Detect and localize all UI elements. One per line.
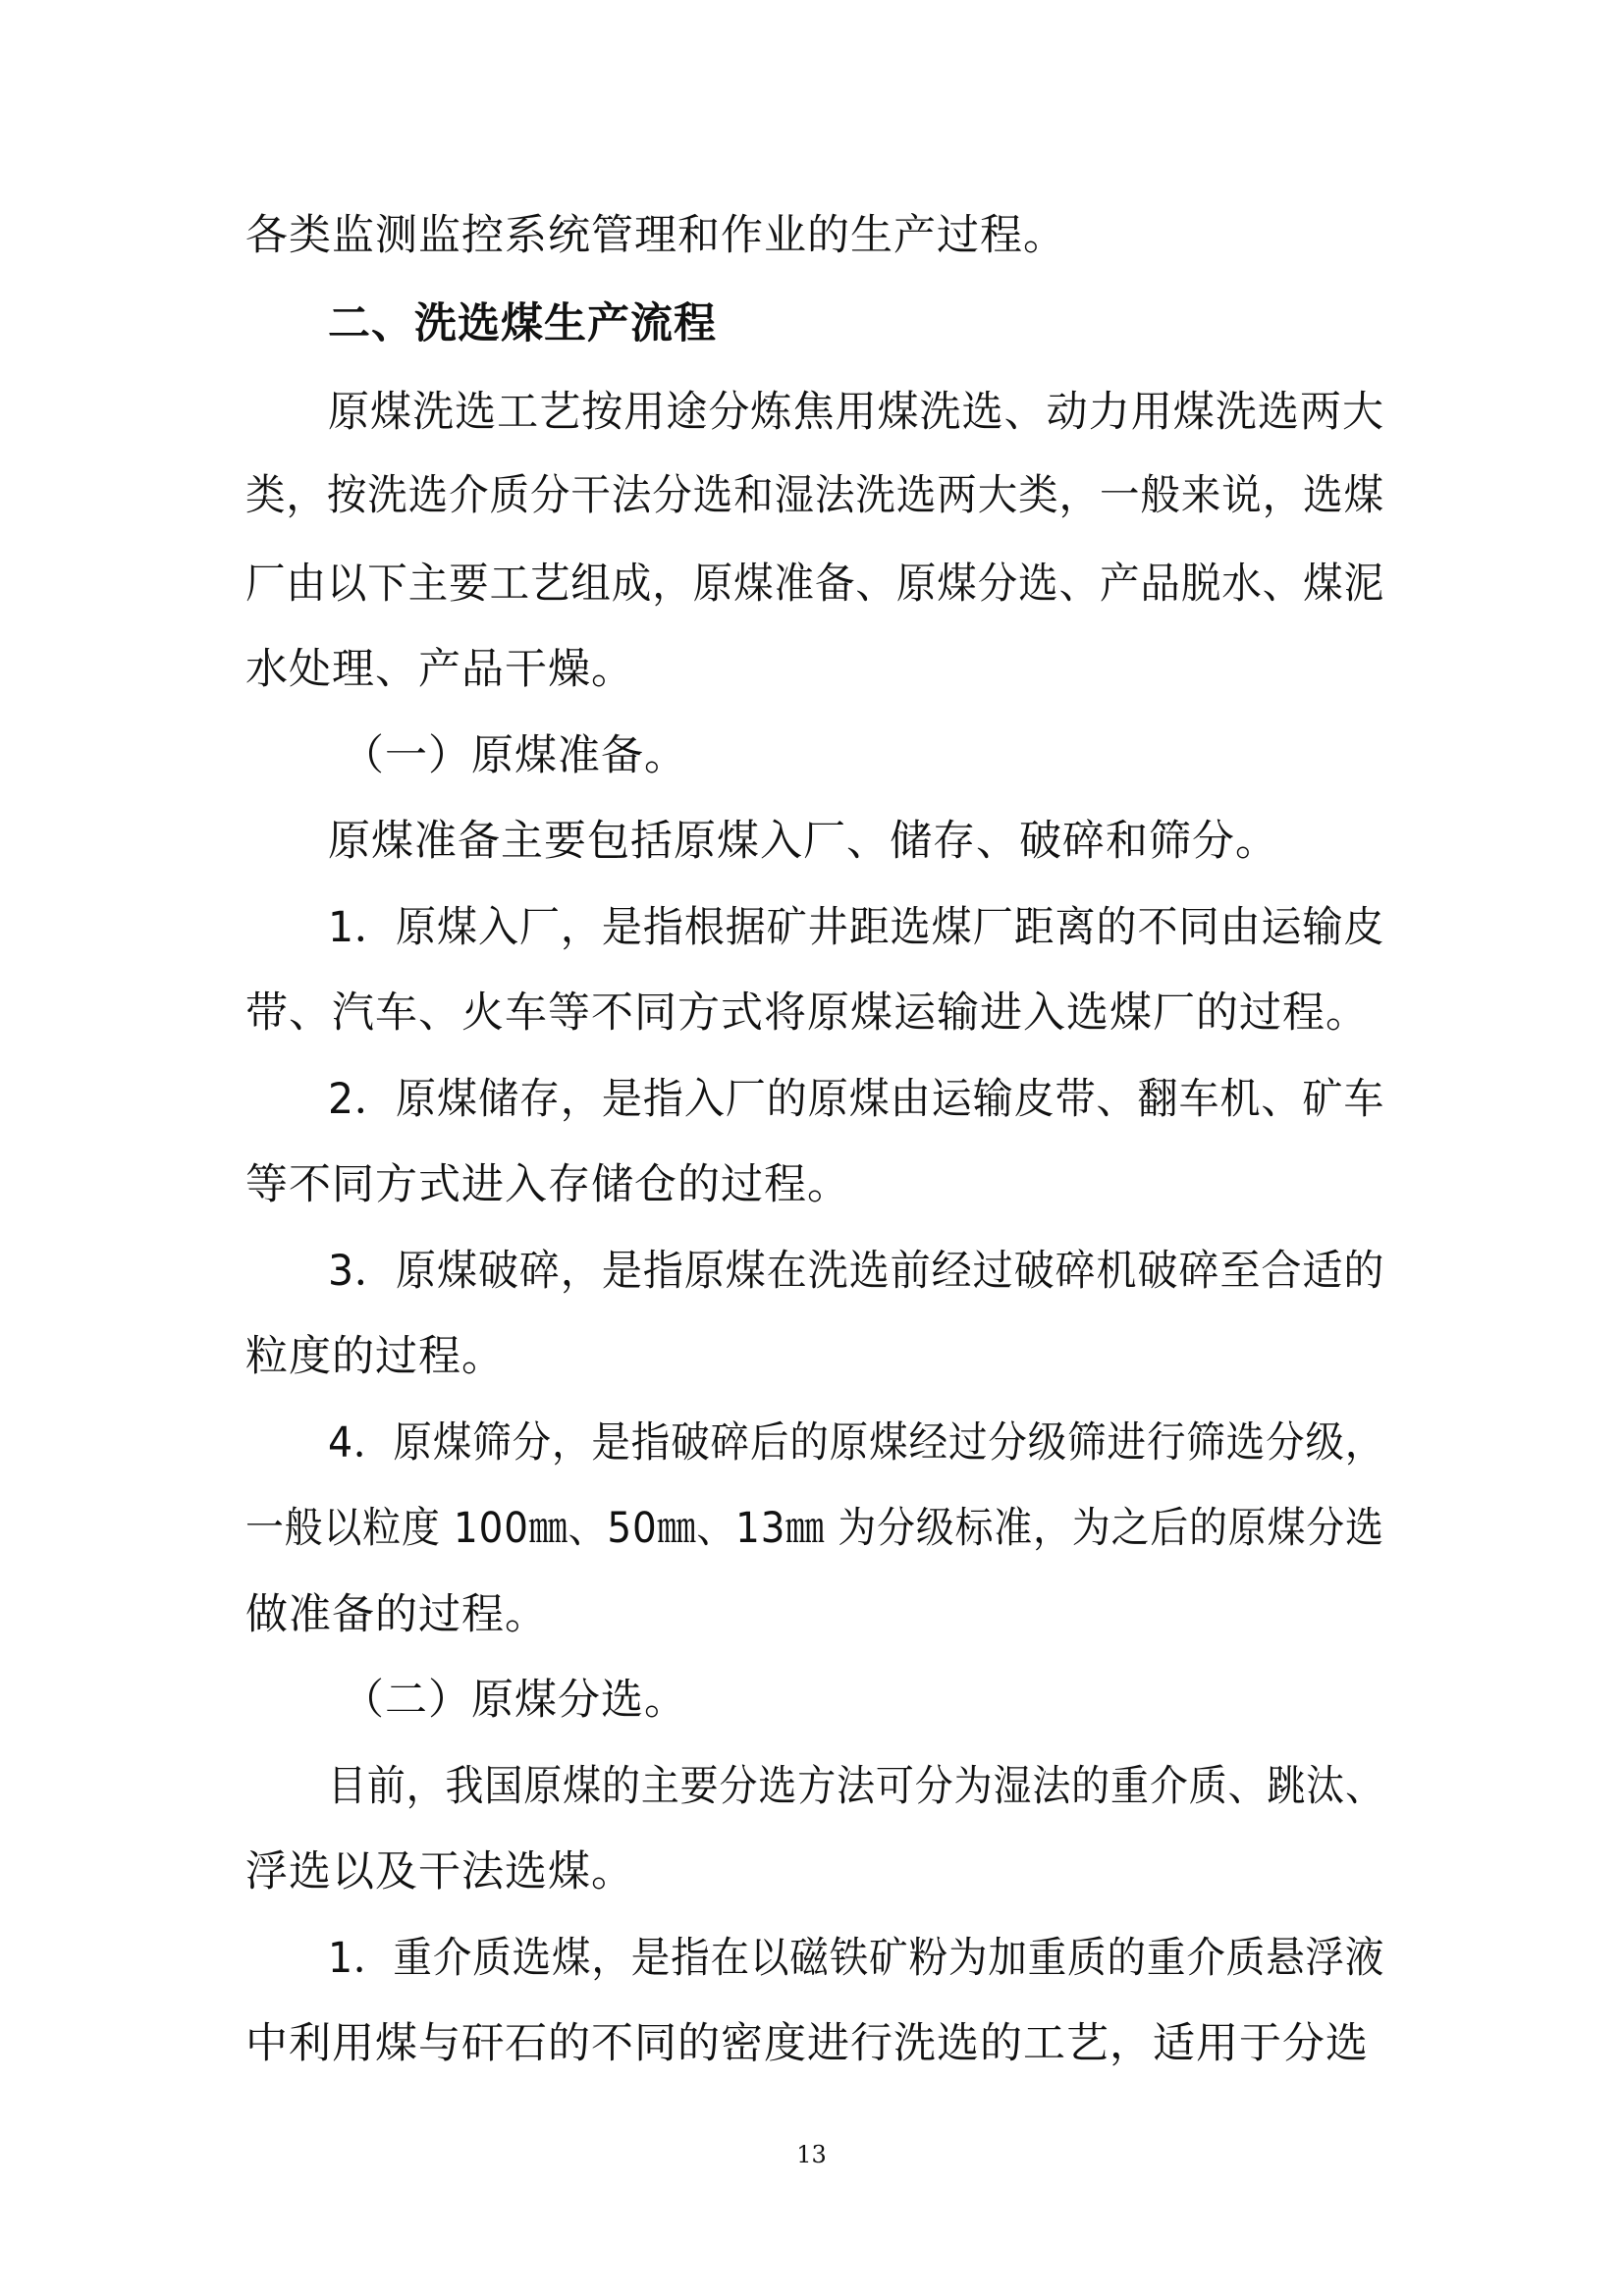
page-number: 13 [796, 2141, 827, 2168]
text-line: 粒度的过程。 [245, 1332, 505, 1381]
text-line: 原煤准备主要包括原煤入厂、储存、破碎和筛分。 [328, 817, 1278, 866]
text-line: 类，按洗选介质分干法分选和湿法洗选两大类，一般来说，选煤 [245, 471, 1384, 520]
text-line: 原煤洗选工艺按用途分炼焦用煤洗选、动力用煤洗选两大 [328, 388, 1384, 437]
text-line: 浮选以及干法选煤。 [245, 1847, 634, 1896]
text-line: 2．原煤储存，是指入厂的原煤由运输皮带、翻车机、矿车 [328, 1075, 1385, 1124]
text-line: 各类监测监控系统管理和作业的生产过程。 [245, 211, 1066, 260]
subsection-heading: （一）原煤准备。 [342, 731, 687, 780]
subsection-heading: （二）原煤分选。 [342, 1676, 687, 1725]
text-line: 中利用煤与矸石的不同的密度进行洗选的工艺，适用于分选 [245, 2019, 1369, 2068]
text-line: 等不同方式进入存储仓的过程。 [245, 1160, 850, 1209]
text-line: 做准备的过程。 [245, 1590, 548, 1639]
text-line: 厂由以下主要工艺组成，原煤准备、原煤分选、产品脱水、煤泥 [245, 560, 1384, 609]
text-line: 4．原煤筛分，是指破碎后的原煤经过分级筛进行筛选分级， [328, 1418, 1385, 1468]
text-line: 一般以粒度 100㎜、50㎜、13㎜ 为分级标准，为之后的原煤分选 [245, 1504, 1384, 1553]
text-line: 3．原煤破碎，是指原煤在洗选前经过破碎机破碎至合适的 [328, 1247, 1385, 1296]
section-heading: 二、洗选煤生产流程 [328, 299, 717, 348]
text-line: 水处理、产品干燥。 [245, 645, 634, 694]
text-line: 1．原煤入厂，是指根据矿井距选煤厂距离的不同由运输皮 [328, 903, 1385, 952]
text-line: 目前，我国原煤的主要分选方法可分为湿法的重介质、跳汰、 [328, 1762, 1384, 1811]
text-line: 带、汽车、火车等不同方式将原煤运输进入选煤厂的过程。 [245, 988, 1369, 1038]
text-line: 1．重介质选煤，是指在以磁铁矿粉为加重质的重介质悬浮液 [328, 1934, 1385, 1983]
